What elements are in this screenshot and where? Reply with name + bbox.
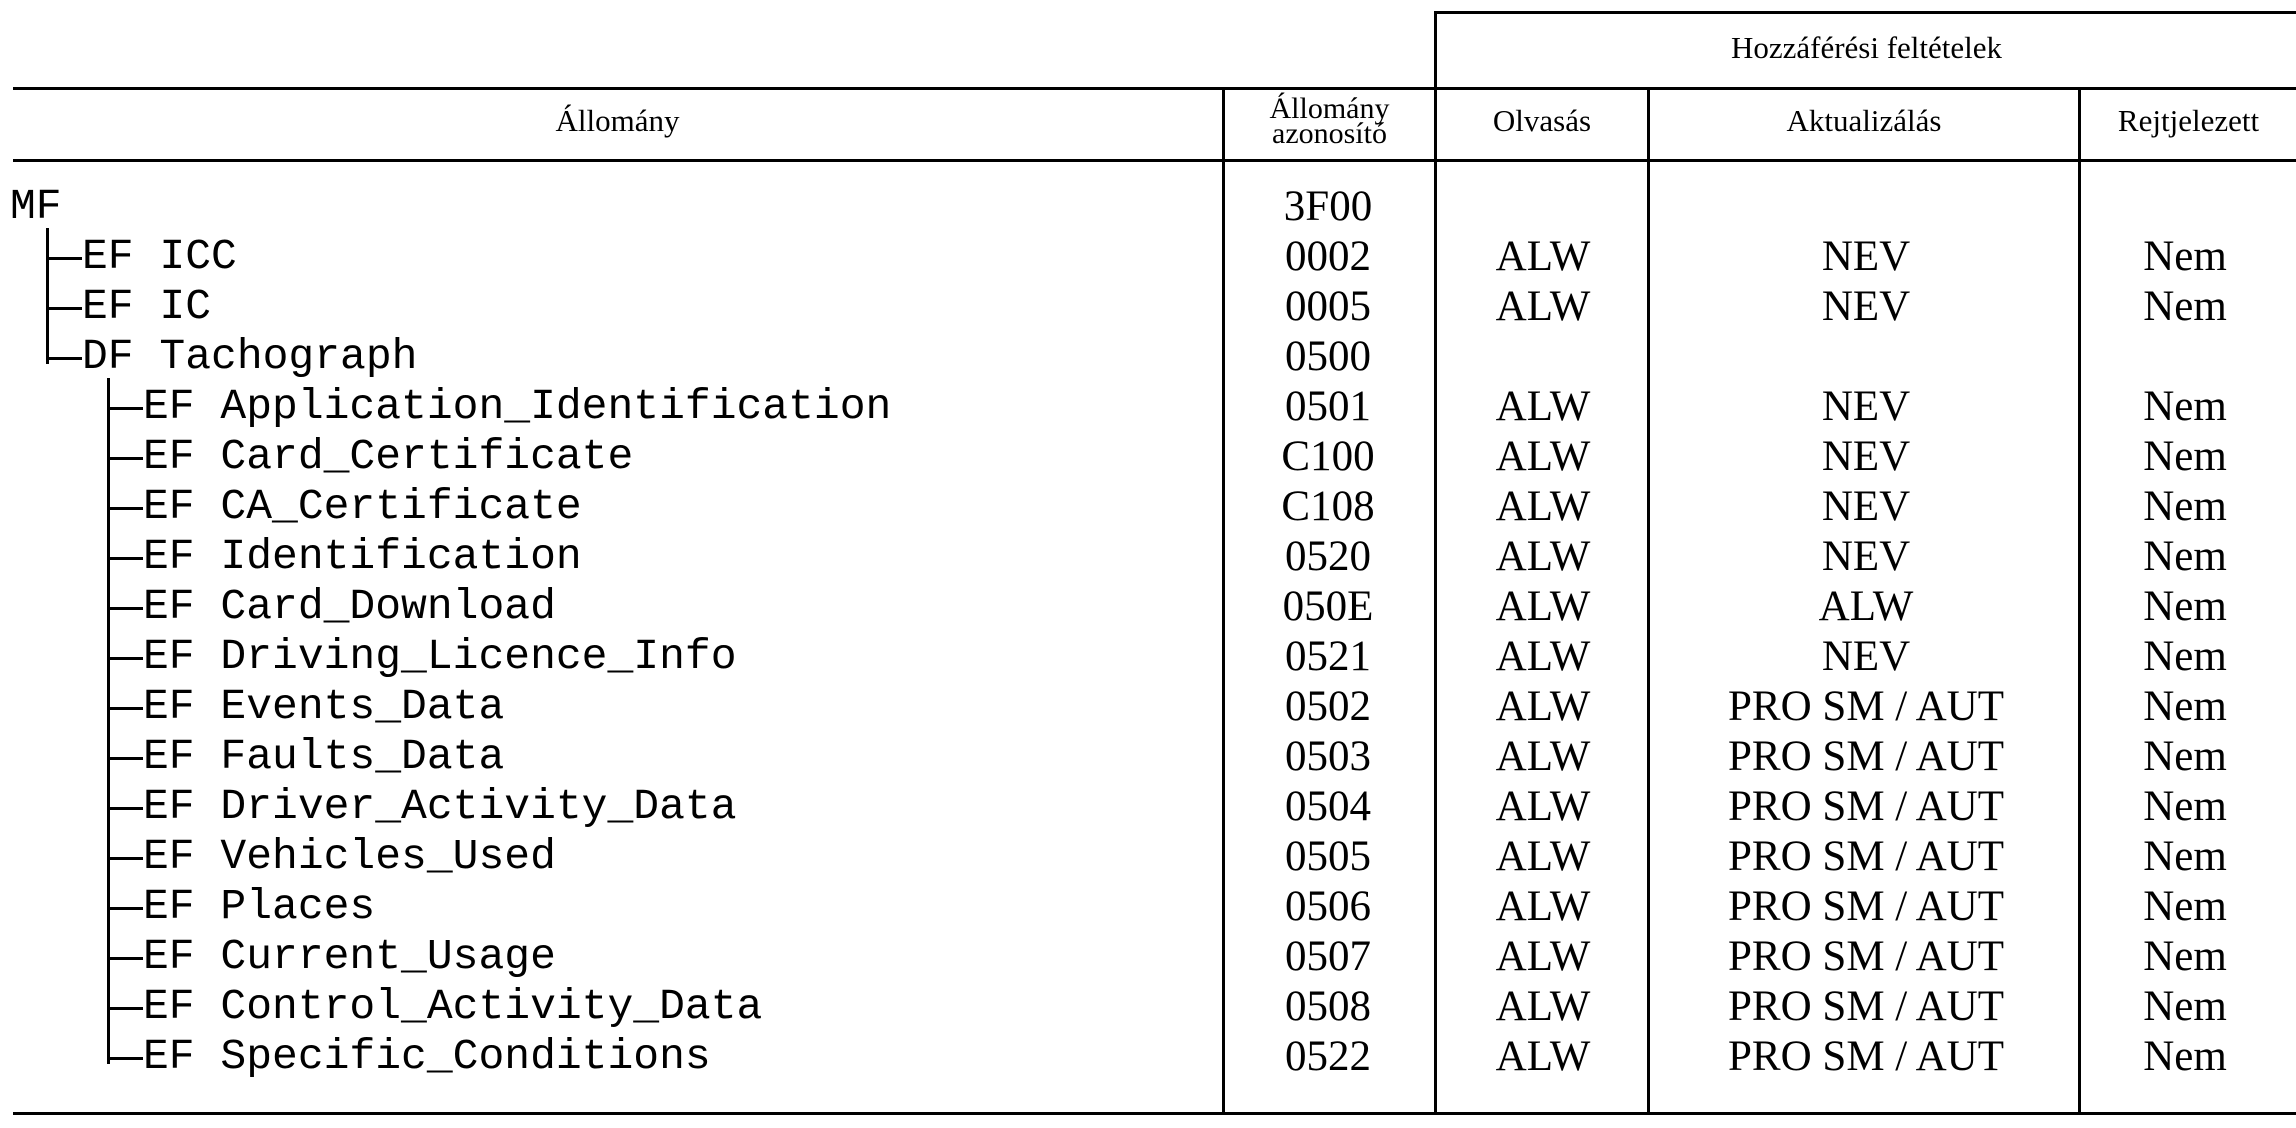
encrypted-cell: Nem	[2143, 933, 2227, 980]
update-cell: PRO SM / AUT	[1728, 933, 2004, 980]
tree-branch	[107, 757, 143, 760]
table-row	[0, 482, 2296, 532]
file-name: EF Places	[143, 882, 376, 931]
read-cell: ALW	[1495, 583, 1591, 630]
read-cell: ALW	[1495, 433, 1591, 480]
read-cell: ALW	[1495, 983, 1591, 1030]
tree-branch	[107, 1057, 143, 1060]
file-name: EF Driver_Activity_Data	[143, 782, 737, 831]
read-cell: ALW	[1495, 733, 1591, 780]
file-name: EF Driving_Licence_Info	[143, 632, 737, 681]
read-cell: ALW	[1495, 633, 1591, 680]
update-cell	[1652, 182, 2080, 232]
read-cell: ALW	[1495, 883, 1591, 930]
header-encrypted: Rejtjelezett	[2117, 103, 2260, 138]
encrypted-cell: Nem	[2143, 433, 2227, 480]
file-name: EF Current_Usage	[143, 932, 556, 981]
file-name: DF Tachograph	[82, 332, 418, 381]
tree-branch	[107, 657, 143, 660]
file-name: EF Faults_Data	[143, 732, 505, 781]
file-id-cell: C108	[1281, 483, 1375, 530]
file-name: EF Card_Download	[143, 582, 556, 631]
read-cell: ALW	[1495, 783, 1591, 830]
update-cell: PRO SM / AUT	[1728, 883, 2004, 930]
file-id-cell: 0507	[1285, 933, 1371, 980]
table-row	[0, 232, 2296, 282]
read-cell: ALW	[1495, 283, 1591, 330]
tree-branch	[107, 707, 143, 710]
file-id-cell: 0520	[1285, 533, 1371, 580]
table-row	[0, 932, 2296, 982]
table-row	[0, 682, 2296, 732]
header-read: Olvasás	[1492, 103, 1592, 138]
update-cell: NEV	[1821, 633, 1911, 680]
file-name: EF Identification	[143, 532, 582, 581]
read-cell	[1438, 332, 1648, 382]
update-cell: NEV	[1821, 233, 1911, 280]
tree-branch	[107, 907, 143, 910]
file-id-cell: 0508	[1285, 983, 1371, 1030]
table-row	[0, 182, 2296, 232]
file-id-cell: 0005	[1285, 283, 1371, 330]
encrypted-cell: Nem	[2143, 283, 2227, 330]
table-top-rule	[1436, 11, 2296, 14]
update-cell: PRO SM / AUT	[1728, 783, 2004, 830]
table-row	[0, 732, 2296, 782]
read-cell: ALW	[1495, 233, 1591, 280]
read-cell: ALW	[1495, 933, 1591, 980]
update-cell: PRO SM / AUT	[1728, 733, 2004, 780]
encrypted-cell: Nem	[2143, 483, 2227, 530]
update-cell: NEV	[1821, 533, 1911, 580]
header-update: Aktualizálás	[1786, 103, 1942, 138]
update-cell: PRO SM / AUT	[1728, 683, 2004, 730]
read-cell: ALW	[1495, 483, 1591, 530]
update-cell: NEV	[1821, 283, 1911, 330]
file-name: EF IC	[82, 282, 212, 331]
file-id-cell: 0503	[1285, 733, 1371, 780]
read-cell: ALW	[1495, 1033, 1591, 1080]
encrypted-cell: Nem	[2143, 833, 2227, 880]
file-id-cell: 0522	[1285, 1033, 1371, 1080]
tree-branch	[107, 557, 143, 560]
encrypted-cell: Nem	[2143, 383, 2227, 430]
table-row	[0, 1032, 2296, 1082]
tree-branch	[107, 407, 143, 410]
read-cell: ALW	[1495, 383, 1591, 430]
update-cell: NEV	[1821, 383, 1911, 430]
read-cell: ALW	[1495, 533, 1591, 580]
file-name: EF CA_Certificate	[143, 482, 582, 531]
tree-branch	[107, 1007, 143, 1010]
encrypted-cell: Nem	[2143, 233, 2227, 280]
file-name: EF Vehicles_Used	[143, 832, 556, 881]
file-id-cell: 0002	[1285, 233, 1371, 280]
header-file-id	[1225, 92, 1434, 150]
tree-branch	[107, 857, 143, 860]
tree-branch	[46, 307, 82, 310]
file-id-cell: 0502	[1285, 683, 1371, 730]
file-name: MF	[10, 182, 62, 231]
encrypted-cell: Nem	[2143, 783, 2227, 830]
update-cell	[1652, 332, 2080, 382]
table-row	[0, 432, 2296, 482]
encrypted-cell: Nem	[2143, 733, 2227, 780]
update-cell: PRO SM / AUT	[1728, 983, 2004, 1030]
encrypted-cell: Nem	[2143, 983, 2227, 1030]
update-cell: ALW	[1818, 583, 1914, 630]
encrypted-cell: Nem	[2143, 1033, 2227, 1080]
table-row	[0, 382, 2296, 432]
file-name: EF Events_Data	[143, 682, 505, 731]
tree-branch	[46, 257, 82, 260]
tree-branch	[107, 957, 143, 960]
header-bottom-rule	[13, 159, 2296, 162]
update-cell: PRO SM / AUT	[1728, 833, 2004, 880]
encrypted-cell: Nem	[2143, 683, 2227, 730]
header-top-rule	[13, 87, 2296, 90]
header-access-conditions: Hozzáférési feltételek	[1730, 30, 2003, 65]
encrypted-cell: Nem	[2143, 533, 2227, 580]
encrypted-cell: Nem	[2143, 633, 2227, 680]
file-id-cell: 3F00	[1283, 183, 1373, 230]
update-cell: PRO SM / AUT	[1728, 1033, 2004, 1080]
encrypted-cell	[2080, 332, 2290, 382]
file-id-cell: 050E	[1282, 583, 1374, 630]
encrypted-cell	[2080, 182, 2290, 232]
table-row	[0, 832, 2296, 882]
read-cell: ALW	[1495, 683, 1591, 730]
table-row	[0, 582, 2296, 632]
file-name: EF Application_Identification	[143, 382, 892, 431]
encrypted-cell: Nem	[2143, 583, 2227, 630]
table-row	[0, 882, 2296, 932]
file-id-cell: 0506	[1285, 883, 1371, 930]
tree-branch	[46, 357, 82, 360]
update-cell: NEV	[1821, 483, 1911, 530]
file-id-cell: 0521	[1285, 633, 1371, 680]
file-name: EF Card_Certificate	[143, 432, 634, 481]
file-id-cell: C100	[1281, 433, 1375, 480]
table-row	[0, 282, 2296, 332]
table-row	[0, 332, 2296, 382]
file-id-cell: 0501	[1285, 383, 1371, 430]
file-id-cell: 0504	[1285, 783, 1371, 830]
table-row	[0, 632, 2296, 682]
update-cell: NEV	[1821, 433, 1911, 480]
header-file: Állomány	[555, 103, 680, 138]
table-row	[0, 532, 2296, 582]
file-id-cell: 0500	[1285, 333, 1371, 380]
tree-branch	[107, 457, 143, 460]
tree-branch	[107, 807, 143, 810]
file-name: EF Specific_Conditions	[143, 1032, 711, 1081]
header-file-id-line2: azonosító	[1272, 117, 1387, 150]
table-row	[0, 982, 2296, 1032]
file-name: EF ICC	[82, 232, 237, 281]
tree-branch	[107, 507, 143, 510]
file-name: EF Control_Activity_Data	[143, 982, 763, 1031]
read-cell: ALW	[1495, 833, 1591, 880]
table-row	[0, 782, 2296, 832]
header-file-id-line1: Állomány	[1269, 92, 1390, 125]
table-bottom-rule	[13, 1112, 2296, 1115]
file-id-cell: 0505	[1285, 833, 1371, 880]
tree-branch	[107, 607, 143, 610]
encrypted-cell: Nem	[2143, 883, 2227, 930]
read-cell	[1438, 182, 1648, 232]
